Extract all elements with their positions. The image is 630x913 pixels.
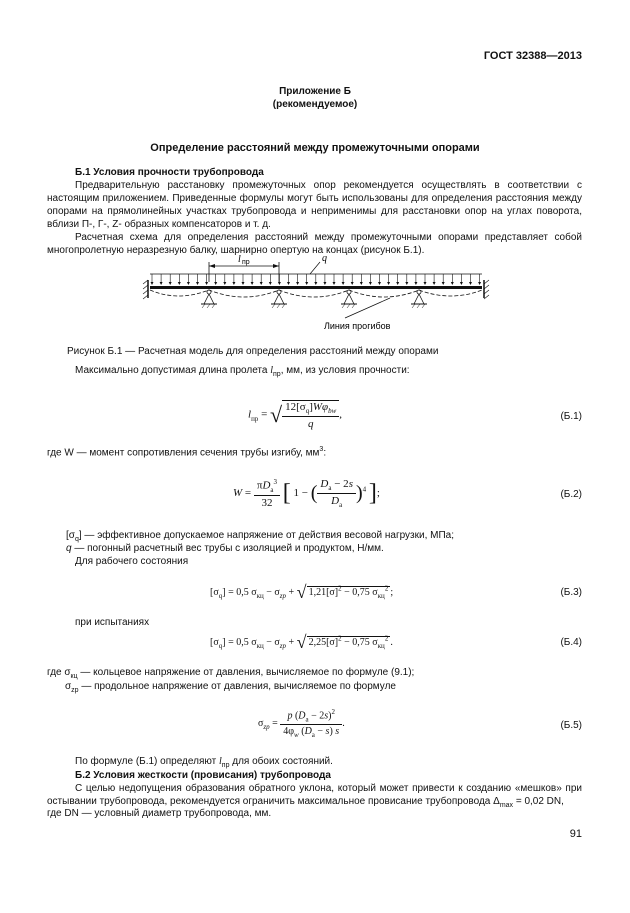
hoop-stress-definition: где $\sigma_{кц}$ — кольцевое напряжение от давления, вычисляемое по формуле (9.1); xyxy=(47,667,415,680)
span-length-sub: пр xyxy=(242,259,250,266)
beam-diagram xyxy=(140,252,490,332)
equation-b2: W = $\frac{\pi D_a^3}{32}$ [ 1 − ( $\frac{D_a - 2s}{D_a}$ )$^4$ ]; xyxy=(233,478,380,510)
formula-usage-note: По формуле (Б.1) определяют $l_{пр}$ для обоих состояний. xyxy=(75,756,333,769)
q-definition: q — погонный расчетный вес трубы с изоляцией и продуктом, Н/мм. xyxy=(66,543,384,554)
equation-b4-number: (Б.4) xyxy=(560,637,582,648)
b1-paragraph-2: Расчетная схема для определения расстояний между промежуточными опорами представляет собой многопролетную неразрезную балку, шарнирно опертую на концах (рисунок Б.1). xyxy=(47,232,582,256)
section-title: Определение расстояний между промежуточными опорами xyxy=(150,142,480,154)
appendix-subtitle: (рекомендуемое) xyxy=(272,99,358,110)
figure-caption: Рисунок Б.1 — Расчетная модель для определения расстояний между опорами xyxy=(67,346,439,357)
working-state-text: Для рабочего состояния xyxy=(75,556,189,567)
span-length-label: l xyxy=(238,254,241,265)
b1-heading: Б.1 Условия прочности трубопровода xyxy=(75,167,264,178)
equation-b1-number: (Б.1) xyxy=(560,411,582,422)
load-label: q xyxy=(322,253,327,264)
equation-b3-number: (Б.3) xyxy=(560,587,582,598)
distributed-load-arrows xyxy=(151,274,482,285)
deflection-line xyxy=(150,290,482,297)
deflection-label: Линия прогибов xyxy=(324,321,391,331)
b2-paragraph-1: С целью недопущения образования обратного уклона, который может привести к созданию «мешков» при остывании трубопровода, рекомендуется ограничить максимальное провисание трубопровода $\Delta_{max} = 0,02$ DN, xyxy=(47,783,582,809)
equation-b4: $[\sigma_q] = 0,5$ $\sigma_{кц} - \sigma_{zp}$ + √ $2,25[\sigma]^2 - 0,75$ $\sigma_{кц}^2$ . xyxy=(210,632,393,652)
appendix-title: Приложение Б xyxy=(279,86,351,97)
w-definition: где W — момент сопротивления сечения трубы изгибу, $мм^3$: xyxy=(47,446,327,459)
support-3 xyxy=(341,290,357,308)
equation-b2-number: (Б.2) xyxy=(560,489,582,500)
equation-b3: $[\sigma_q] = 0,5$ $\sigma_{кц} - \sigma_{zp}$ + √ $1,21[\sigma]^2 - 0,75$ $\sigma_{кц}^2$ ; xyxy=(210,582,394,602)
b2-paragraph-2: где DN — условный диаметр трубопровода, мм. xyxy=(47,808,272,819)
intermediate-supports xyxy=(201,290,427,308)
sigma-definition: $[\sigma_q]$ — эффективное допускаемое напряжение от действия весовой нагрузки, МПа; xyxy=(66,530,455,543)
page-number: 91 xyxy=(569,828,582,840)
max-length-text: Максимально допустимая длина пролета $l_{пр}$, мм, из условия прочности: xyxy=(75,365,410,378)
beam xyxy=(150,286,482,289)
b1-paragraph-1: Предварительную расстановку промежуточных опор рекомендуется осуществлять в соответствии с настоящим приложением. Приведенные формулы могут быть использованы для определения расстояния между опорами на прямолинейных участках трубопровода и неприменимы для расстановки опор на углах поворота, вблизи П-, Г-, Z- образных компенсаторов и т. д. xyxy=(47,180,582,230)
b2-heading: Б.2 Условия жесткости (провисания) трубопровода xyxy=(75,770,331,781)
support-1 xyxy=(201,290,217,308)
equation-b5: $\sigma_{zp}$ = $\frac{p (D_a - 2s)^2}{4\varphi_w (D_a - s) s}$ . xyxy=(258,708,345,740)
standard-header: ГОСТ 32388—2013 xyxy=(483,50,582,62)
axial-stress-definition: $\sigma_{zp}$ — продольное напряжение от давления, вычисляемое по формуле xyxy=(65,681,396,694)
equation-b5-number: (Б.5) xyxy=(560,720,582,731)
support-4 xyxy=(411,290,427,308)
tests-text: при испытаниях xyxy=(75,617,150,628)
support-2 xyxy=(271,290,287,308)
equation-b1: $l_{пр}$ = √ $\frac{12[\sigma_q]W\varphi_{bw}}{q}$ , xyxy=(248,401,343,431)
